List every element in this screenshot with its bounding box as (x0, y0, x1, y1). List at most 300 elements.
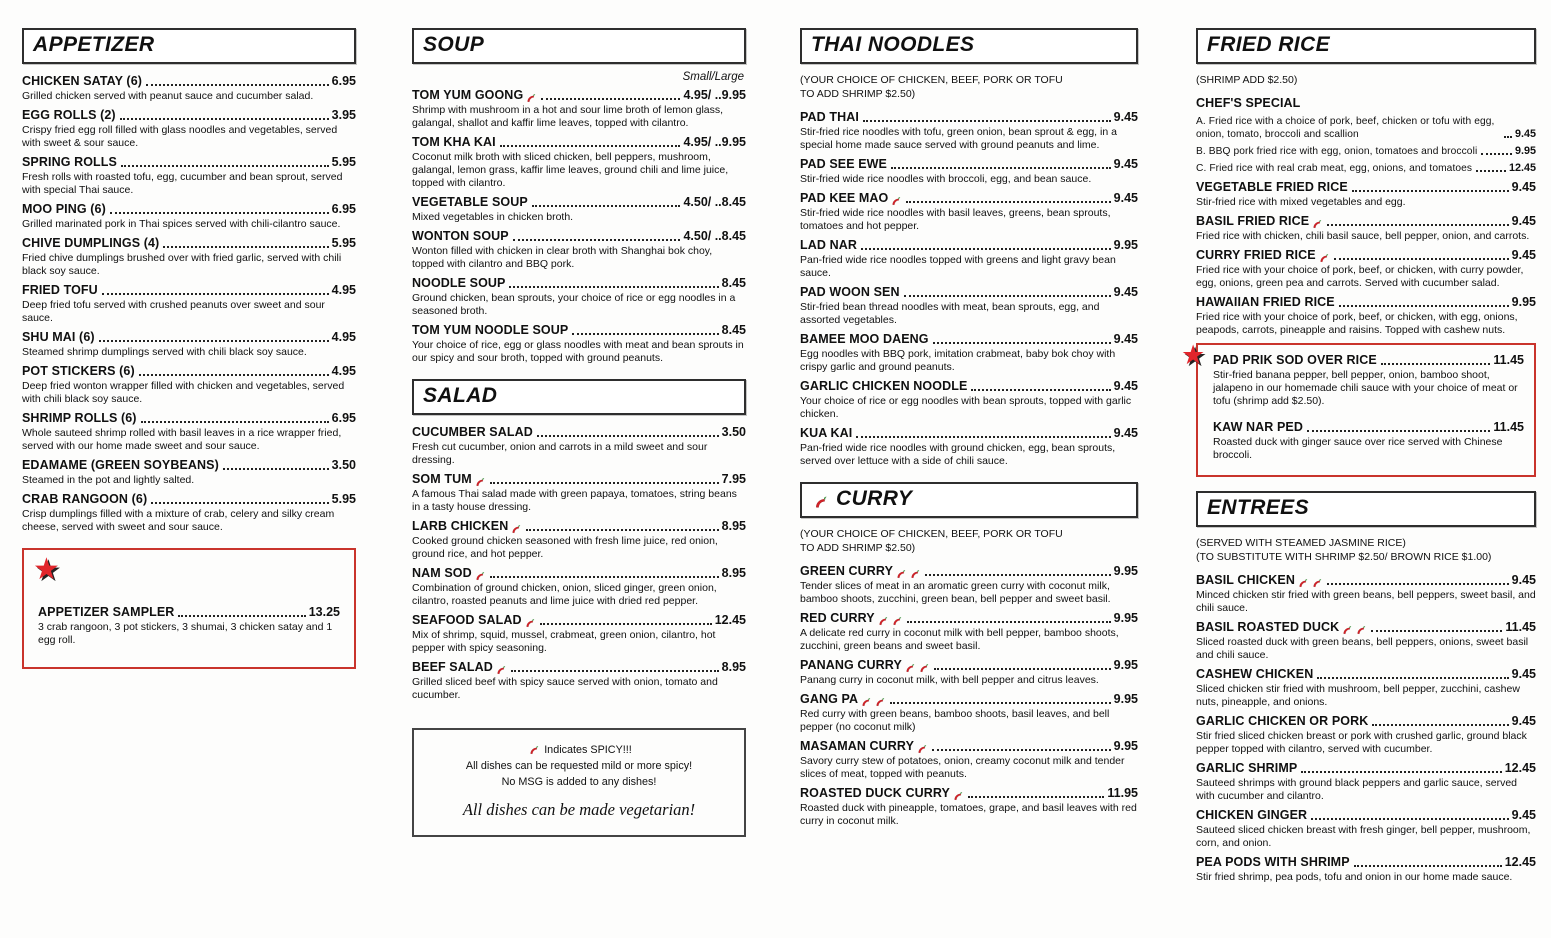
item-name: MOO PING (6) (22, 202, 106, 216)
menu-item-row (800, 691, 1138, 707)
section-title: CURRY (836, 487, 913, 510)
menu-item-row (412, 471, 746, 487)
menu-item (1196, 145, 1536, 158)
item-description: Your choice of rice, egg or glass noodles with meat and bean sprouts in our spicy and sour broth, topped with ground peanuts. (412, 339, 744, 364)
menu-item-row (800, 190, 1138, 206)
dotted-leader (968, 796, 1104, 798)
dotted-leader (1481, 153, 1512, 155)
item-name: NOODLE SOUP (412, 276, 506, 290)
menu-item (1196, 666, 1536, 709)
menu-item (800, 331, 1138, 374)
menu-item-row (22, 107, 356, 123)
item-price: 12.45 (1504, 855, 1536, 869)
section-salad (412, 379, 746, 702)
menu-item (800, 237, 1138, 280)
menu-item-row (38, 604, 340, 620)
dotted-leader (509, 286, 718, 288)
chili-pepper-icon (1312, 575, 1323, 586)
section-note-line: (SHRIMP ADD $2.50) (1196, 74, 1298, 86)
item-name: LAD NAR (800, 238, 857, 252)
menu-item (1196, 294, 1536, 337)
item-name: CHEF'S SPECIAL (1196, 96, 1301, 110)
item-price: 6.95 (331, 411, 356, 425)
menu-item-row (800, 378, 1138, 394)
menu-item-row (22, 282, 356, 298)
item-name: CASHEW CHICKEN (1196, 667, 1314, 681)
item-price: 11.45 (1493, 353, 1524, 367)
dotted-leader (1317, 677, 1508, 679)
item-price: 4.50/ ..8.45 (683, 195, 746, 209)
item-price: 9.45 (1511, 573, 1536, 587)
menu-item (412, 194, 746, 224)
menu-item (412, 565, 746, 608)
item-price: 9.45 (1113, 332, 1138, 346)
item-description: Savory curry stew of potatoes, onion, creamy coconut milk and tender slices of meat, topped with peanuts. (800, 755, 1125, 780)
chili-pepper-icon (953, 788, 964, 799)
dotted-leader (490, 482, 719, 484)
dotted-leader (925, 574, 1111, 576)
item-price: 9.45 (1113, 110, 1138, 124)
menu-item-row (412, 87, 746, 103)
dotted-leader (1371, 630, 1502, 632)
item-name: ROASTED DUCK CURRY (800, 786, 950, 800)
menu-item-row (800, 425, 1138, 441)
dotted-leader (907, 621, 1111, 623)
dotted-leader (856, 436, 1110, 438)
section-note-line: (SERVED WITH STEAMED JASMINE RICE) (1196, 537, 1406, 549)
item-description: 3 crab rangoon, 3 pot stickers, 3 shumai, 3 chicken satay and 1 egg roll. (38, 621, 333, 646)
menu-item-row (22, 363, 356, 379)
menu-item (800, 738, 1138, 781)
menu-item (22, 235, 356, 278)
item-price: 9.45 (1511, 667, 1536, 681)
menu-item-row (412, 565, 746, 581)
menu-item-row (800, 738, 1138, 754)
dotted-leader (163, 246, 328, 248)
item-price: 9.45 (1514, 128, 1536, 140)
menu-item (22, 410, 356, 453)
item-price: 8.45 (721, 323, 746, 337)
item-name: B. BBQ pork fried rice with egg, onion, tomatoes and broccoli (1196, 146, 1478, 157)
item-description: Crisp dumplings filled with a mixture of crab, celery and silky cream cheese, served with sweet and sour sauce. (22, 508, 335, 533)
menu-item-row (1213, 352, 1524, 368)
item-description: Sliced chicken stir fried with mushroom, bell pepper, zucchini, cashew nuts, pineapple, and onions. (1196, 683, 1520, 708)
item-name: CHICKEN SATAY (6) (22, 74, 143, 88)
chili-pepper-icon (919, 660, 930, 671)
item-description: Sauteed shrimps with ground black peppers and garlic sauce, served with cucumber and cilantro. (1196, 777, 1518, 802)
item-description: Mix of shrimp, squid, mussel, crabmeat, green onion, cilantro, hot pepper with spicy seasoning. (412, 629, 716, 654)
item-description: Mixed vegetables in chicken broth. (412, 211, 574, 223)
item-name: KAW NAR PED (1213, 420, 1303, 434)
menu-item-row (1196, 619, 1536, 635)
menu-item-row (22, 457, 356, 473)
item-description: Grilled sliced beef with spicy sauce served with onion, tomato and cucumber. (412, 676, 718, 701)
item-price: 8.95 (721, 519, 746, 533)
menu-item-row (22, 410, 356, 426)
section-note-line: (YOUR CHOICE OF CHICKEN, BEEF, PORK OR TOFU (800, 74, 1063, 86)
section-title: ENTREES (1207, 496, 1309, 519)
section-header-fried-rice (1196, 28, 1536, 64)
item-price: 4.95 (331, 283, 356, 297)
item-name: NAM SOD (412, 566, 472, 580)
item-description: Stir-fried wide rice noodles with broccoli, egg, and bean sauce. (800, 173, 1092, 185)
chili-pepper-icon (875, 694, 886, 705)
item-description: Stir-fried banana pepper, bell pepper, onion, bamboo shoot, jalapeno in our homemade chili sauce with your choice of meat or tofu (shrimp add $2.50). (1213, 369, 1518, 407)
menu-item-row (1196, 95, 1536, 111)
menu-item-row (412, 659, 746, 675)
item-description: Stir-fried bean thread noodles with meat, bean sprouts, egg, and assorted vegetables. (800, 301, 1100, 326)
menu-item-row (412, 424, 746, 440)
dotted-leader (541, 98, 680, 100)
menu-item (412, 322, 746, 365)
item-name: CHICKEN GINGER (1196, 808, 1308, 822)
menu-item (1196, 162, 1536, 175)
item-price: 12.45 (1504, 761, 1536, 775)
menu-item (22, 491, 356, 534)
dotted-leader (102, 293, 329, 295)
menu-item (1196, 807, 1536, 850)
item-name: SHU MAI (6) (22, 330, 95, 344)
section-title: THAI NOODLES (811, 33, 975, 56)
item-name: TOM KHA KAI (412, 135, 496, 149)
chili-pepper-icon (525, 615, 536, 626)
section-title: SALAD (423, 384, 498, 407)
menu-item-row (22, 201, 356, 217)
menu-item (1196, 572, 1536, 615)
menu-item (800, 109, 1138, 152)
item-name: SOM TUM (412, 472, 472, 486)
item-price: 11.45 (1493, 420, 1524, 434)
dotted-leader (141, 421, 329, 423)
item-name: KUA KAI (800, 426, 853, 440)
item-description: Stir-fried wide rice noodles with basil leaves, greens, bean sprouts, tomatoes and hot pepper. (800, 207, 1111, 232)
section-header-soup (412, 28, 746, 64)
item-name: PAD PRIK SOD OVER RICE (1213, 353, 1377, 367)
item-name: BEEF SALAD (412, 660, 493, 674)
section-title: FRIED RICE (1207, 33, 1331, 56)
chili-pepper-icon (1298, 575, 1309, 586)
menu-column-1 (22, 28, 356, 669)
item-description: Stir-fried rice with mixed vegetables and egg. (1196, 196, 1406, 208)
menu-item-row (412, 612, 746, 628)
dotted-leader (1476, 170, 1506, 172)
menu-item (1196, 115, 1536, 141)
menu-item (800, 785, 1138, 828)
item-price: 9.45 (1511, 214, 1536, 228)
item-description: Pan-fried wide rice noodles topped with greens and light gravy bean sauce. (800, 254, 1116, 279)
size-note: Small/Large (682, 71, 744, 83)
menu-item (800, 284, 1138, 327)
menu-item (22, 107, 356, 150)
legend-footer: All dishes can be made vegetarian! (462, 800, 696, 819)
chili-pepper-icon (896, 566, 907, 577)
chili-pepper-icon (475, 568, 486, 579)
menu-item-row (412, 322, 746, 338)
menu-item-row (1196, 666, 1536, 682)
dotted-leader (178, 615, 305, 617)
item-description: Minced chicken stir fried with green beans, bell peppers, sweet basil, and chili sauce. (1196, 589, 1536, 614)
item-description: Roasted duck with pineapple, tomatoes, grape, and basil leaves with red curry in coconut milk. (800, 802, 1137, 827)
item-description: Deep fried tofu served with crushed peanuts over sweet and sour sauce. (22, 299, 325, 324)
section-notes (800, 73, 1138, 101)
section-header-salad (412, 379, 746, 415)
item-description: Coconut milk broth with sliced chicken, bell peppers, mushroom, galangal, lemon grass, kaffir lime leaves, ground chili and lime juice, topped with cilantro. (412, 151, 729, 189)
dotted-leader (1311, 818, 1509, 820)
legend-line-text: Indicates SPICY!!! (544, 744, 632, 756)
item-name: PAD SEE EWE (800, 157, 887, 171)
chili-pepper-icon (511, 521, 522, 532)
menu-item (1196, 247, 1536, 290)
chili-pepper-icon (496, 662, 507, 673)
item-description: Stir fried shrimp, pea pods, tofu and onion in our home made sauce. (1196, 871, 1513, 883)
menu-item-row (800, 284, 1138, 300)
menu-item-row (1213, 419, 1524, 435)
menu-item-row (412, 275, 746, 291)
menu-item-row (800, 156, 1138, 172)
menu-item-row (800, 237, 1138, 253)
menu-item-row (22, 73, 356, 89)
item-price: 11.45 (1505, 620, 1536, 634)
menu-item-row (800, 657, 1138, 673)
dotted-leader (121, 165, 329, 167)
menu-item-row (22, 235, 356, 251)
item-name: SEAFOOD SALAD (412, 613, 522, 627)
item-price: 12.45 (1508, 162, 1536, 174)
menu-item (1196, 760, 1536, 803)
item-name: PAD WOON SEN (800, 285, 900, 299)
menu-item (1196, 713, 1536, 756)
dotted-leader (1381, 363, 1491, 365)
item-name: SHRIMP ROLLS (6) (22, 411, 137, 425)
item-name: APPETIZER SAMPLER (38, 605, 175, 619)
item-price: 3.95 (331, 108, 356, 122)
item-name: PAD THAI (800, 110, 859, 124)
item-description: Sauteed sliced chicken breast with fresh ginger, bell pepper, mushroom, corn, and onion. (1196, 824, 1531, 849)
item-price: 13.25 (308, 605, 340, 619)
dotted-leader (139, 374, 329, 376)
item-name: CUCUMBER SALAD (412, 425, 533, 439)
section-soup (412, 28, 746, 365)
legend-line (422, 758, 736, 774)
chili-pepper-icon (878, 613, 889, 624)
menu-item (38, 604, 340, 647)
item-name: GARLIC CHICKEN NOODLE (800, 379, 968, 393)
item-price: 9.45 (1113, 157, 1138, 171)
menu-column-3 (800, 28, 1138, 832)
menu-item (1196, 854, 1536, 884)
item-price: 9.95 (1113, 658, 1138, 672)
dotted-leader (1301, 771, 1501, 773)
item-name: VEGETABLE SOUP (412, 195, 528, 209)
chili-pepper-icon (1356, 622, 1367, 633)
item-price: 6.95 (331, 74, 356, 88)
menu-item (800, 657, 1138, 687)
dotted-leader (1327, 583, 1509, 585)
legend-line (422, 742, 736, 758)
dotted-leader (532, 205, 681, 207)
menu-item (1213, 419, 1524, 462)
menu-item-row (1196, 115, 1536, 141)
item-price: 9.45 (1113, 426, 1138, 440)
item-price: 9.45 (1113, 191, 1138, 205)
menu-item-row (1196, 294, 1536, 310)
chili-pepper-icon (814, 491, 829, 506)
section-note-line: TO ADD SHRIMP $2.50) (800, 542, 916, 554)
section-header-thai-noodles (800, 28, 1138, 64)
menu-item-row (1196, 247, 1536, 263)
item-description: Whole sauteed shrimp rolled with basil leaves in a rice wrapper fried, served with our home made sweet and sour sauce. (22, 427, 342, 452)
section-header-entrees (1196, 491, 1536, 527)
item-description: Steamed shrimp dumplings served with chili black soy sauce. (22, 346, 307, 358)
item-price: 11.95 (1107, 786, 1138, 800)
item-name: POT STICKERS (6) (22, 364, 135, 378)
section-title: APPETIZER (33, 33, 155, 56)
menu-item-row (22, 329, 356, 345)
item-description: Wonton filled with chicken in clear broth with Shanghai bok choy, topped with cilantro and BBQ pork. (412, 245, 713, 270)
item-name: MASAMAN CURRY (800, 739, 915, 753)
menu-item (1213, 352, 1524, 408)
dotted-leader (1372, 724, 1508, 726)
dotted-leader (934, 668, 1111, 670)
dotted-leader (971, 389, 1110, 391)
item-price: 9.95 (1113, 692, 1138, 706)
item-name: PAD KEE MAO (800, 191, 889, 205)
item-description: Sliced roasted duck with green beans, bell peppers, onions, sweet basil and chili sauce. (1196, 636, 1529, 661)
chili-pepper-icon (529, 744, 540, 755)
item-name: EDAMAME (GREEN SOYBEANS) (22, 458, 219, 472)
dotted-leader (1339, 305, 1509, 307)
item-description: Red curry with green beans, bamboo shoots, basil leaves, and bell pepper (no coconut milk) (800, 708, 1110, 733)
item-description: Fried rice with chicken, chili basil sauce, bell pepper, onion, and carrots. (1196, 230, 1530, 242)
menu-item (1196, 619, 1536, 662)
dotted-leader (1504, 136, 1512, 138)
section-thai-noodles (800, 28, 1138, 468)
section-note-line: (YOUR CHOICE OF CHICKEN, BEEF, PORK OR TOFU (800, 528, 1063, 540)
menu-item-row (800, 610, 1138, 626)
section-note-line: TO ADD SHRIMP $2.50) (800, 88, 916, 100)
item-price: 9.95 (1511, 295, 1536, 309)
section-note-line: (TO SUBSTITUTE WITH SHRIMP $2.50/ BROWN RICE $1.00) (1196, 551, 1492, 563)
item-description: Fried rice with your choice of pork, beef, or chicken, with curry powder, egg, onions, green pea and carrots. Served with cucumber salad. (1196, 264, 1524, 289)
dotted-leader (540, 623, 712, 625)
dotted-leader (890, 702, 1111, 704)
item-name: SPRING ROLLS (22, 155, 117, 169)
dotted-leader (906, 201, 1110, 203)
dotted-leader (572, 333, 718, 335)
section-entrees (1196, 491, 1536, 884)
legend-line (422, 774, 736, 790)
menu-item (22, 73, 356, 103)
chili-pepper-icon (861, 694, 872, 705)
legend-line-text: No MSG is added to any dishes! (501, 776, 657, 788)
item-name: C. Fried rice with real crab meat, egg, onions, and tomatoes (1196, 163, 1473, 174)
item-name: FRIED TOFU (22, 283, 98, 297)
chili-pepper-icon (475, 474, 486, 485)
item-price: 9.45 (1511, 248, 1536, 262)
dotted-leader (1327, 224, 1508, 226)
item-description: Combination of ground chicken, onion, sliced ginger, green onion, cilantro, roasted peanuts and lime juice with dried red pepper. (412, 582, 717, 607)
menu-item-row (412, 194, 746, 210)
dotted-leader (120, 118, 329, 120)
item-description: Fried chive dumplings brushed over with fried garlic, served with chili black soy sauce. (22, 252, 342, 277)
item-description: Stir-fried rice noodles with tofu, green onion, bean sprout & egg, in a special home made sauce served with ground peanuts and lime. (800, 126, 1117, 151)
menu-item (412, 424, 746, 467)
menu-item (22, 282, 356, 325)
menu-item (412, 87, 746, 130)
item-price: 8.45 (721, 276, 746, 290)
item-description: Your choice of rice or egg noodles with bean sprouts, topped with garlic chicken. (800, 395, 1132, 420)
menu-item-row (800, 331, 1138, 347)
item-price: 3.50 (331, 458, 356, 472)
item-price: 5.95 (331, 155, 356, 169)
chili-pepper-icon (892, 613, 903, 624)
menu-item (800, 563, 1138, 606)
item-price: 4.95 (331, 330, 356, 344)
chili-pepper-icon (905, 660, 916, 671)
item-price: 4.50/ ..8.45 (683, 229, 746, 243)
item-price: 9.45 (1511, 180, 1536, 194)
dotted-leader (891, 167, 1111, 169)
menu-item (412, 518, 746, 561)
menu-item (412, 228, 746, 271)
item-description: Tender slices of meat in an aromatic green curry with coconut milk, bamboo shoots, zucchini, green bean, bell pepper and sweet basil. (800, 580, 1111, 605)
item-name: GARLIC CHICKEN OR PORK (1196, 714, 1369, 728)
menu-item (1196, 179, 1536, 209)
item-name: WONTON SOUP (412, 229, 509, 243)
menu-item-row (1196, 854, 1536, 870)
legend-line-text: All dishes can be requested mild or more spicy! (465, 760, 693, 772)
item-price: 8.95 (721, 566, 746, 580)
chili-pepper-icon (526, 90, 537, 101)
item-price: 5.95 (331, 492, 356, 506)
item-description: Grilled marinated pork in Thai spices served with chili-cilantro sauce. (22, 218, 341, 230)
section-appetizer-sampler (22, 548, 356, 669)
menu-item (1196, 95, 1536, 111)
item-name: LARB CHICKEN (412, 519, 509, 533)
menu-item-row (1196, 807, 1536, 823)
item-description: Deep fried wonton wrapper filled with chicken and vegetables, served with chili black soy sauce. (22, 380, 345, 405)
menu-item-row (1196, 179, 1536, 195)
menu-item (22, 201, 356, 231)
item-name: CHIVE DUMPLINGS (4) (22, 236, 160, 250)
item-price: 7.95 (721, 472, 746, 486)
item-price: 9.45 (1113, 379, 1138, 393)
section-curry (800, 482, 1138, 828)
section-header-curry (800, 482, 1138, 518)
menu-item-row (800, 563, 1138, 579)
item-price: 12.45 (714, 613, 746, 627)
dotted-leader (1307, 430, 1490, 432)
item-description: A delicate red curry in coconut milk with bell pepper, bamboo shoots, zucchini, green beans and sweet basil. (800, 627, 1119, 652)
menu-item (800, 190, 1138, 233)
dotted-leader (537, 435, 719, 437)
section-legend (412, 728, 746, 837)
item-name: CRAB RANGOON (6) (22, 492, 148, 506)
menu-item (412, 612, 746, 655)
menu-item (800, 610, 1138, 653)
section-header-appetizer (22, 28, 356, 64)
dotted-leader (146, 84, 329, 86)
item-name: HAWAIIAN FRIED RICE (1196, 295, 1335, 309)
item-name: GARLIC SHRIMP (1196, 761, 1298, 775)
item-description: Steamed in the pot and lightly salted. (22, 474, 195, 486)
item-name: A. Fried rice with a choice of pork, beef, chicken or tofu with egg, onion, tomato, broccoli and scallion (1196, 116, 1495, 140)
item-price: 5.95 (331, 236, 356, 250)
item-name: BAMEE MOO DAENG (800, 332, 929, 346)
dotted-leader (511, 670, 719, 672)
menu-item-row (1196, 213, 1536, 229)
dotted-leader (99, 340, 329, 342)
